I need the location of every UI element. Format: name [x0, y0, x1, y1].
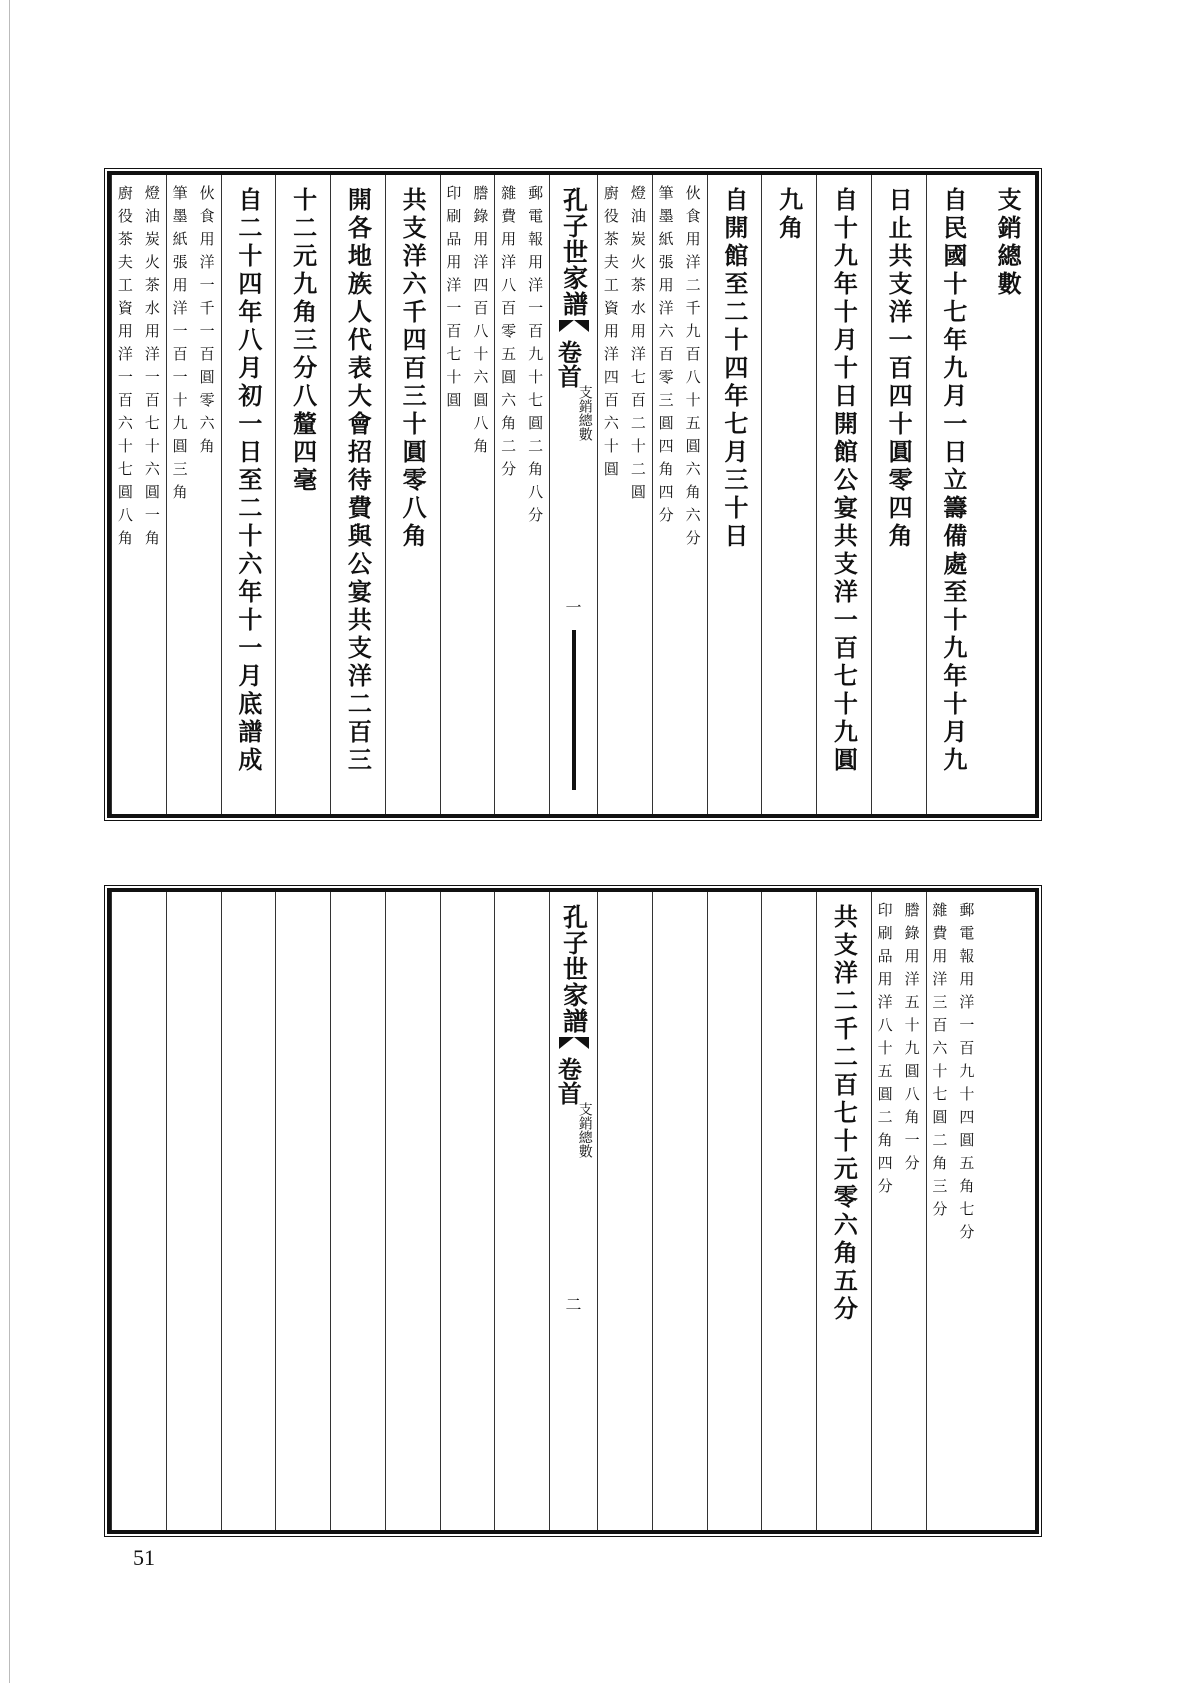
text-column: [385, 175, 440, 814]
text-column: [385, 892, 440, 1530]
book-title: 孔子世家譜: [559, 904, 589, 1034]
fishtail-mark: [559, 320, 589, 332]
small-text-line: 燈油炭火茶水用洋一百七十六圓一角: [142, 185, 161, 553]
text-column: [652, 892, 707, 1530]
small-text-pair: [495, 185, 549, 530]
small-text-line: 伙食用洋二千九百八十五圓六角六分: [683, 185, 702, 553]
small-text-pair: [872, 902, 926, 1201]
column-text: 日止共支洋一百四十圓零四角: [884, 187, 914, 551]
column-text: 開各地族人代表大會招待費與公宴共支洋二百三: [343, 187, 373, 775]
small-text-pair: [441, 185, 495, 461]
text-column: [111, 892, 166, 1530]
text-column: [330, 892, 385, 1530]
small-text-line: 謄錄用洋五十九圓八角一分: [902, 902, 921, 1178]
small-text-line: 廚役茶夫工資用洋四百六十圓: [601, 185, 620, 484]
text-column: [761, 175, 816, 814]
fold-bar: [572, 630, 576, 790]
column-text: 自開館至二十四年七月三十日: [719, 187, 749, 551]
column-text: 自民國十七年九月一日立籌備處至十九年十月九: [938, 187, 968, 775]
column-text: 支銷總數: [993, 187, 1023, 299]
text-column: [816, 175, 871, 814]
text-column: [761, 892, 816, 1530]
small-text-pair: [598, 185, 652, 507]
text-column: [980, 175, 1035, 814]
volume-label: 卷首: [553, 340, 583, 388]
small-text-line: 郵電報用洋一百九十四圓五角七分: [957, 902, 976, 1247]
scan-edge-line: [9, 0, 10, 1683]
text-column: [440, 892, 495, 1530]
fishtail-mark: [559, 1037, 589, 1049]
text-column: [597, 892, 652, 1530]
double-line-column: [871, 892, 926, 1530]
small-text-pair: [167, 185, 221, 507]
small-text-pair: [112, 185, 166, 553]
double-line-column: [166, 175, 221, 814]
bottom-sheet: [107, 888, 1039, 1534]
column-text: 自十九年十月十日開館公宴共支洋一百七十九圓: [829, 187, 859, 775]
text-column: [275, 175, 330, 814]
small-text-line: 筆墨紙張用洋六百零三圓四角四分: [656, 185, 675, 530]
top-sheet: [107, 171, 1039, 818]
text-column: [494, 892, 549, 1530]
text-column: [926, 175, 981, 814]
double-line-column: [494, 175, 549, 814]
text-column: [166, 892, 221, 1530]
leaf-number: 一: [565, 598, 582, 617]
small-text-line: 印刷品用洋八十五圓二角四分: [875, 902, 894, 1201]
text-column: [707, 175, 762, 814]
fold-center-column: [549, 175, 597, 814]
text-column: [871, 175, 926, 814]
small-text-line: 印刷品用洋一百七十圓: [444, 185, 463, 415]
small-text-line: 廚役茶夫工資用洋一百六十七圓八角: [115, 185, 134, 553]
text-column: [275, 892, 330, 1530]
column-text: 共支洋二千二百七十元零六角五分: [829, 904, 859, 1324]
small-text-line: 雜費用洋八百零五圓六角二分: [499, 185, 518, 484]
small-text-line: 郵電報用洋一百九十七圓二角八分: [526, 185, 545, 530]
text-column: [980, 892, 1035, 1530]
small-text-pair: [653, 185, 707, 553]
small-text-line: 燈油炭火茶水用洋七百二十二圓: [628, 185, 647, 507]
column-text: 十二元九角三分八釐四毫: [288, 187, 318, 495]
small-text-line: 筆墨紙張用洋一百一十九圓三角: [170, 185, 189, 507]
volume-label: 卷首: [553, 1057, 583, 1105]
double-line-column: [111, 175, 166, 814]
text-column: [221, 892, 276, 1530]
small-text-line: 謄錄用洋四百八十六圓八角: [471, 185, 490, 461]
text-column: [221, 175, 276, 814]
small-text-line: 雜費用洋三百六十七圓二角三分: [930, 902, 949, 1224]
small-text-pair: [927, 902, 981, 1247]
section-label: 支銷總數: [576, 1102, 593, 1158]
fold-center-column: [549, 892, 597, 1530]
column-text: 自二十四年八月初一日至二十六年十一月底譜成: [233, 187, 263, 775]
small-text-line: 伙食用洋一千一百圓零六角: [197, 185, 216, 461]
double-line-column: [926, 892, 981, 1530]
column-text: 九角: [774, 187, 804, 243]
page-number: 51: [133, 1545, 155, 1570]
section-label: 支銷總數: [576, 385, 593, 441]
text-column: [330, 175, 385, 814]
leaf-number: 二: [565, 1295, 582, 1314]
book-title: 孔子世家譜: [559, 187, 589, 317]
double-line-column: [652, 175, 707, 814]
column-text: 共支洋六千四百三十圓零八角: [398, 187, 428, 551]
text-column: [707, 892, 762, 1530]
double-line-column: [597, 175, 652, 814]
text-column: [816, 892, 871, 1530]
double-line-column: [440, 175, 495, 814]
